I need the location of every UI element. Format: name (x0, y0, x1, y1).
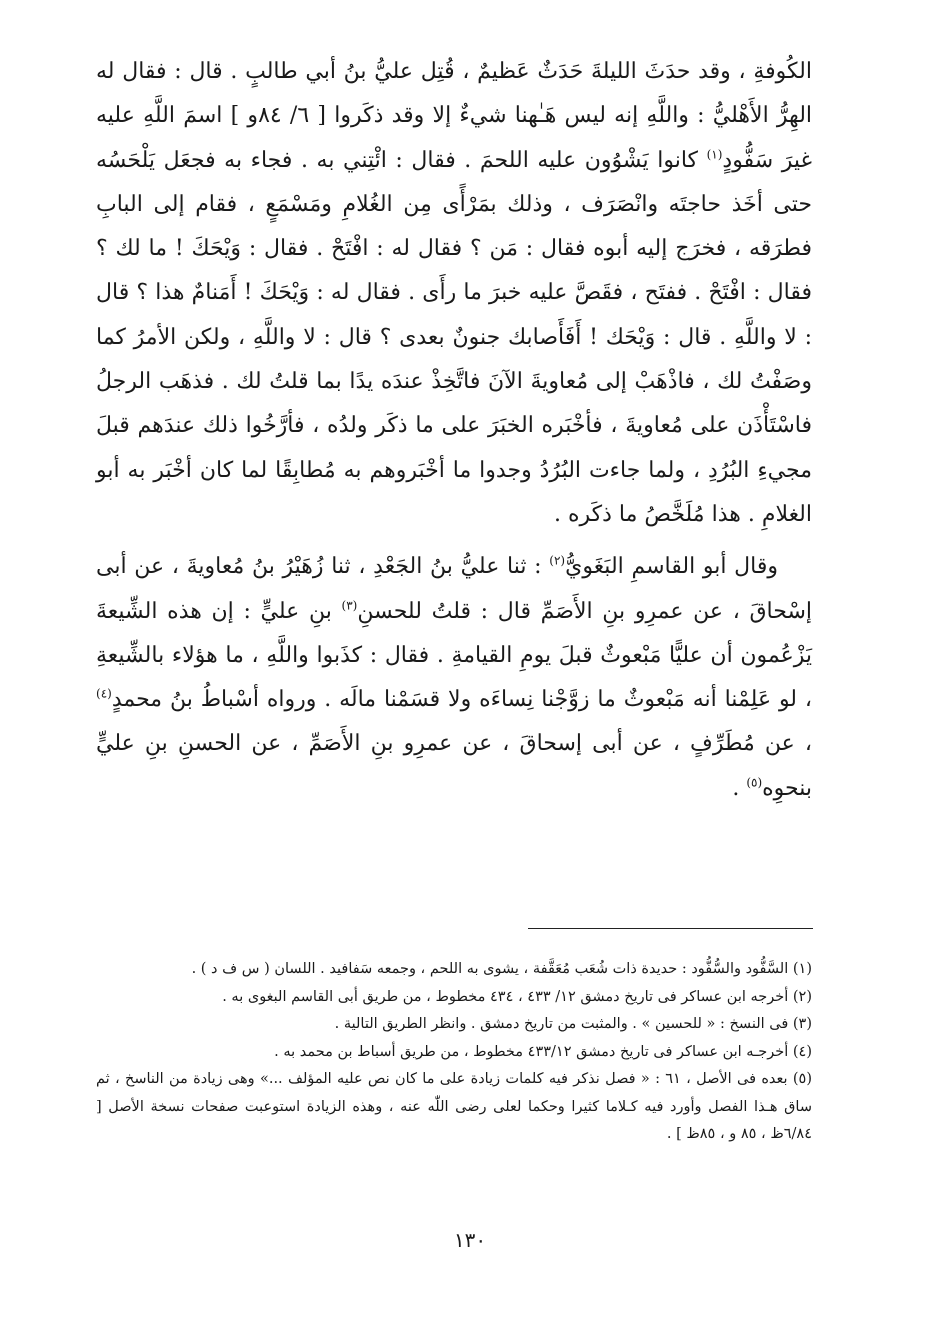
footnote-3: (٣) فى النسخ : « للحسين » . والمثبت من تاريخ دمشق . وانظر الطريق التالية . (334, 1016, 812, 1032)
footnote-ref-2: (٢) (549, 553, 566, 568)
paragraph-1 (96, 50, 812, 537)
footnote-separator (528, 928, 813, 929)
footnote-ref-5: (٥) (746, 775, 763, 790)
paragraph-2 (96, 545, 812, 811)
paragraph-1-text-b: كانوا يَشْوُون عليه اللحمَ . فقال : ائْتِني به . فجاء به فجعَل يَلْحَسُه حتى أخَذ حاجتَه وانْصَرَف ، وذلك بمَرْأًى مِن الغُلامِ ومَسْمَعٍ ، فقام إلى البابِ فطرَقه ، فخرَج إليه أبوه فقال : مَن ؟ فقال له : افْتَحْ . فقال : وَيْحَكَ ! ما لك ؟ فقال : افْتَحْ . ففتَح ، فقَصَّ عليه خبرَ ما رأَى . فقال له : وَيْحَكَ ! أَمَنامٌ هذا ؟ قال : لا واللَّهِ . قال : وَيْحَك ! أَفَأَصابك جنونٌ بعدى ؟ قال : لا واللَّهِ ، ولكن الأمرُ كما وصَفْتُ لك ، فاذْهَبْ إلى مُعاويةَ الآنَ فاتَّخِذْ عندَه يدًا بما قلتُ لك . فذهَب الرجلُ فاسْتَأْذَن على مُعاويةَ ، فأخْبَره الخبَرَ على ما ذكَر ولدُه ، فأرَّخُوا ذلك عندَهم قبلَ مجيءِ البُرُدِ ، ولما جاءت البُرُدُ وجدوا ما أخْبَروهم به مُطابِقًا لما كان أخْبَر به أبو الغلامِ . هذا مُلَخَّصُ ما ذكَره . (96, 147, 812, 527)
paragraph-2-text-d: ، عن مُطَرِّفٍ ، عن أبى إسحاقَ ، عن عمرِو بنِ الأَصَمِّ ، عن الحسنِ بنِ عليٍّ بنحوِه (96, 731, 812, 801)
footnote-2: (٢) أخرجه ابن عساكر فى تاريخ دمشق ١٢/ ٤٣٣ ، ٤٣٤ مخطوط ، من طريق أبى القاسم البغوى به . (222, 988, 812, 1005)
footnote-1: (١) السَّفُّود والسُّفُّود : حديدة ذات شُعَب مُعَقَّفة ، يشوى به اللحم ، وجمعه سَفافيد . اللسان ( س ف د ) . (191, 961, 812, 977)
paragraph-2-text-a: وقال أبو القاسمِ البَغَويُّ (565, 554, 778, 580)
footnote-4: (٤) أخرجـه ابن عساكر فى تاريخ دمشق ٤٣٣/١٢ مخطوط ، من طريق أسباط بن محمد به . (274, 1043, 812, 1060)
footnote-ref-3: (٣) (341, 598, 358, 613)
page-number: ١٣٠ (453, 1228, 487, 1252)
paragraph-1-text-a: الكُوفةِ ، وقد حدَثَ الليلةَ حَدَثٌ عَظيمٌ ، قُتِل عليُّ بنُ أبي طالبٍ . قال : فقال له الهِرُّ الأَهْليُّ : واللَّهِ إنه ليس هَـٰهنا شيءٌ إلا وقد ذكَروا [ ٦/ ٨٤و ] اسمَ اللَّهِ عليه غيرَ سَفُّودٍ (96, 59, 813, 173)
footnote-5: (٥) بعده فى الأصل ، ٦١ : « فصل نذكر فيه كلمات زيادة على ما كان نص عليه المؤلف ...» وهى زيادة من الناسخ ، ثم ساق هـذا الفصل وأورد فيه كـلاما كثيرا وحكما لعلى رضى اللّٰه عنه ، وهذه الزيادة استوعبت صفحات نسخة الأصل [ ٦/٨٤ظ ، ٨٥ و ، ٨٥ظ ] . (96, 1071, 812, 1142)
paragraph-2-text-b: : ثنا عليُّ بنُ الجَعْدِ ، ثنا زُهَيْرُ بنُ مُعاويةَ ، عن أبى إسْحاقَ ، عن عمرِو بنِ الأَصَمِّ قال : قلتُ للحسنِ (96, 554, 812, 624)
footnotes (96, 956, 812, 1149)
footnote-ref-1: (١) (706, 147, 723, 162)
footnote-ref-4: (٤) (96, 686, 112, 701)
paragraph-2-text-e: . (732, 775, 747, 801)
main-text (96, 50, 812, 811)
paragraph-2-text-c: بنِ عليٍّ : إن هذه الشِّيعةَ يَزْعُمون أن عليًّا مَبْعوثٌ قبلَ يومِ القيامةِ . فقال : كذَبوا واللَّهِ ، ما هؤلاء بالشِّيعةِ ، لو عَلِمْنا أنه مَبْعوثٌ ما زوَّجْنا نِساءَه ولا قسَمْنا مالَه . ورواه أسْباطُ بنُ محمدٍ (96, 598, 812, 713)
